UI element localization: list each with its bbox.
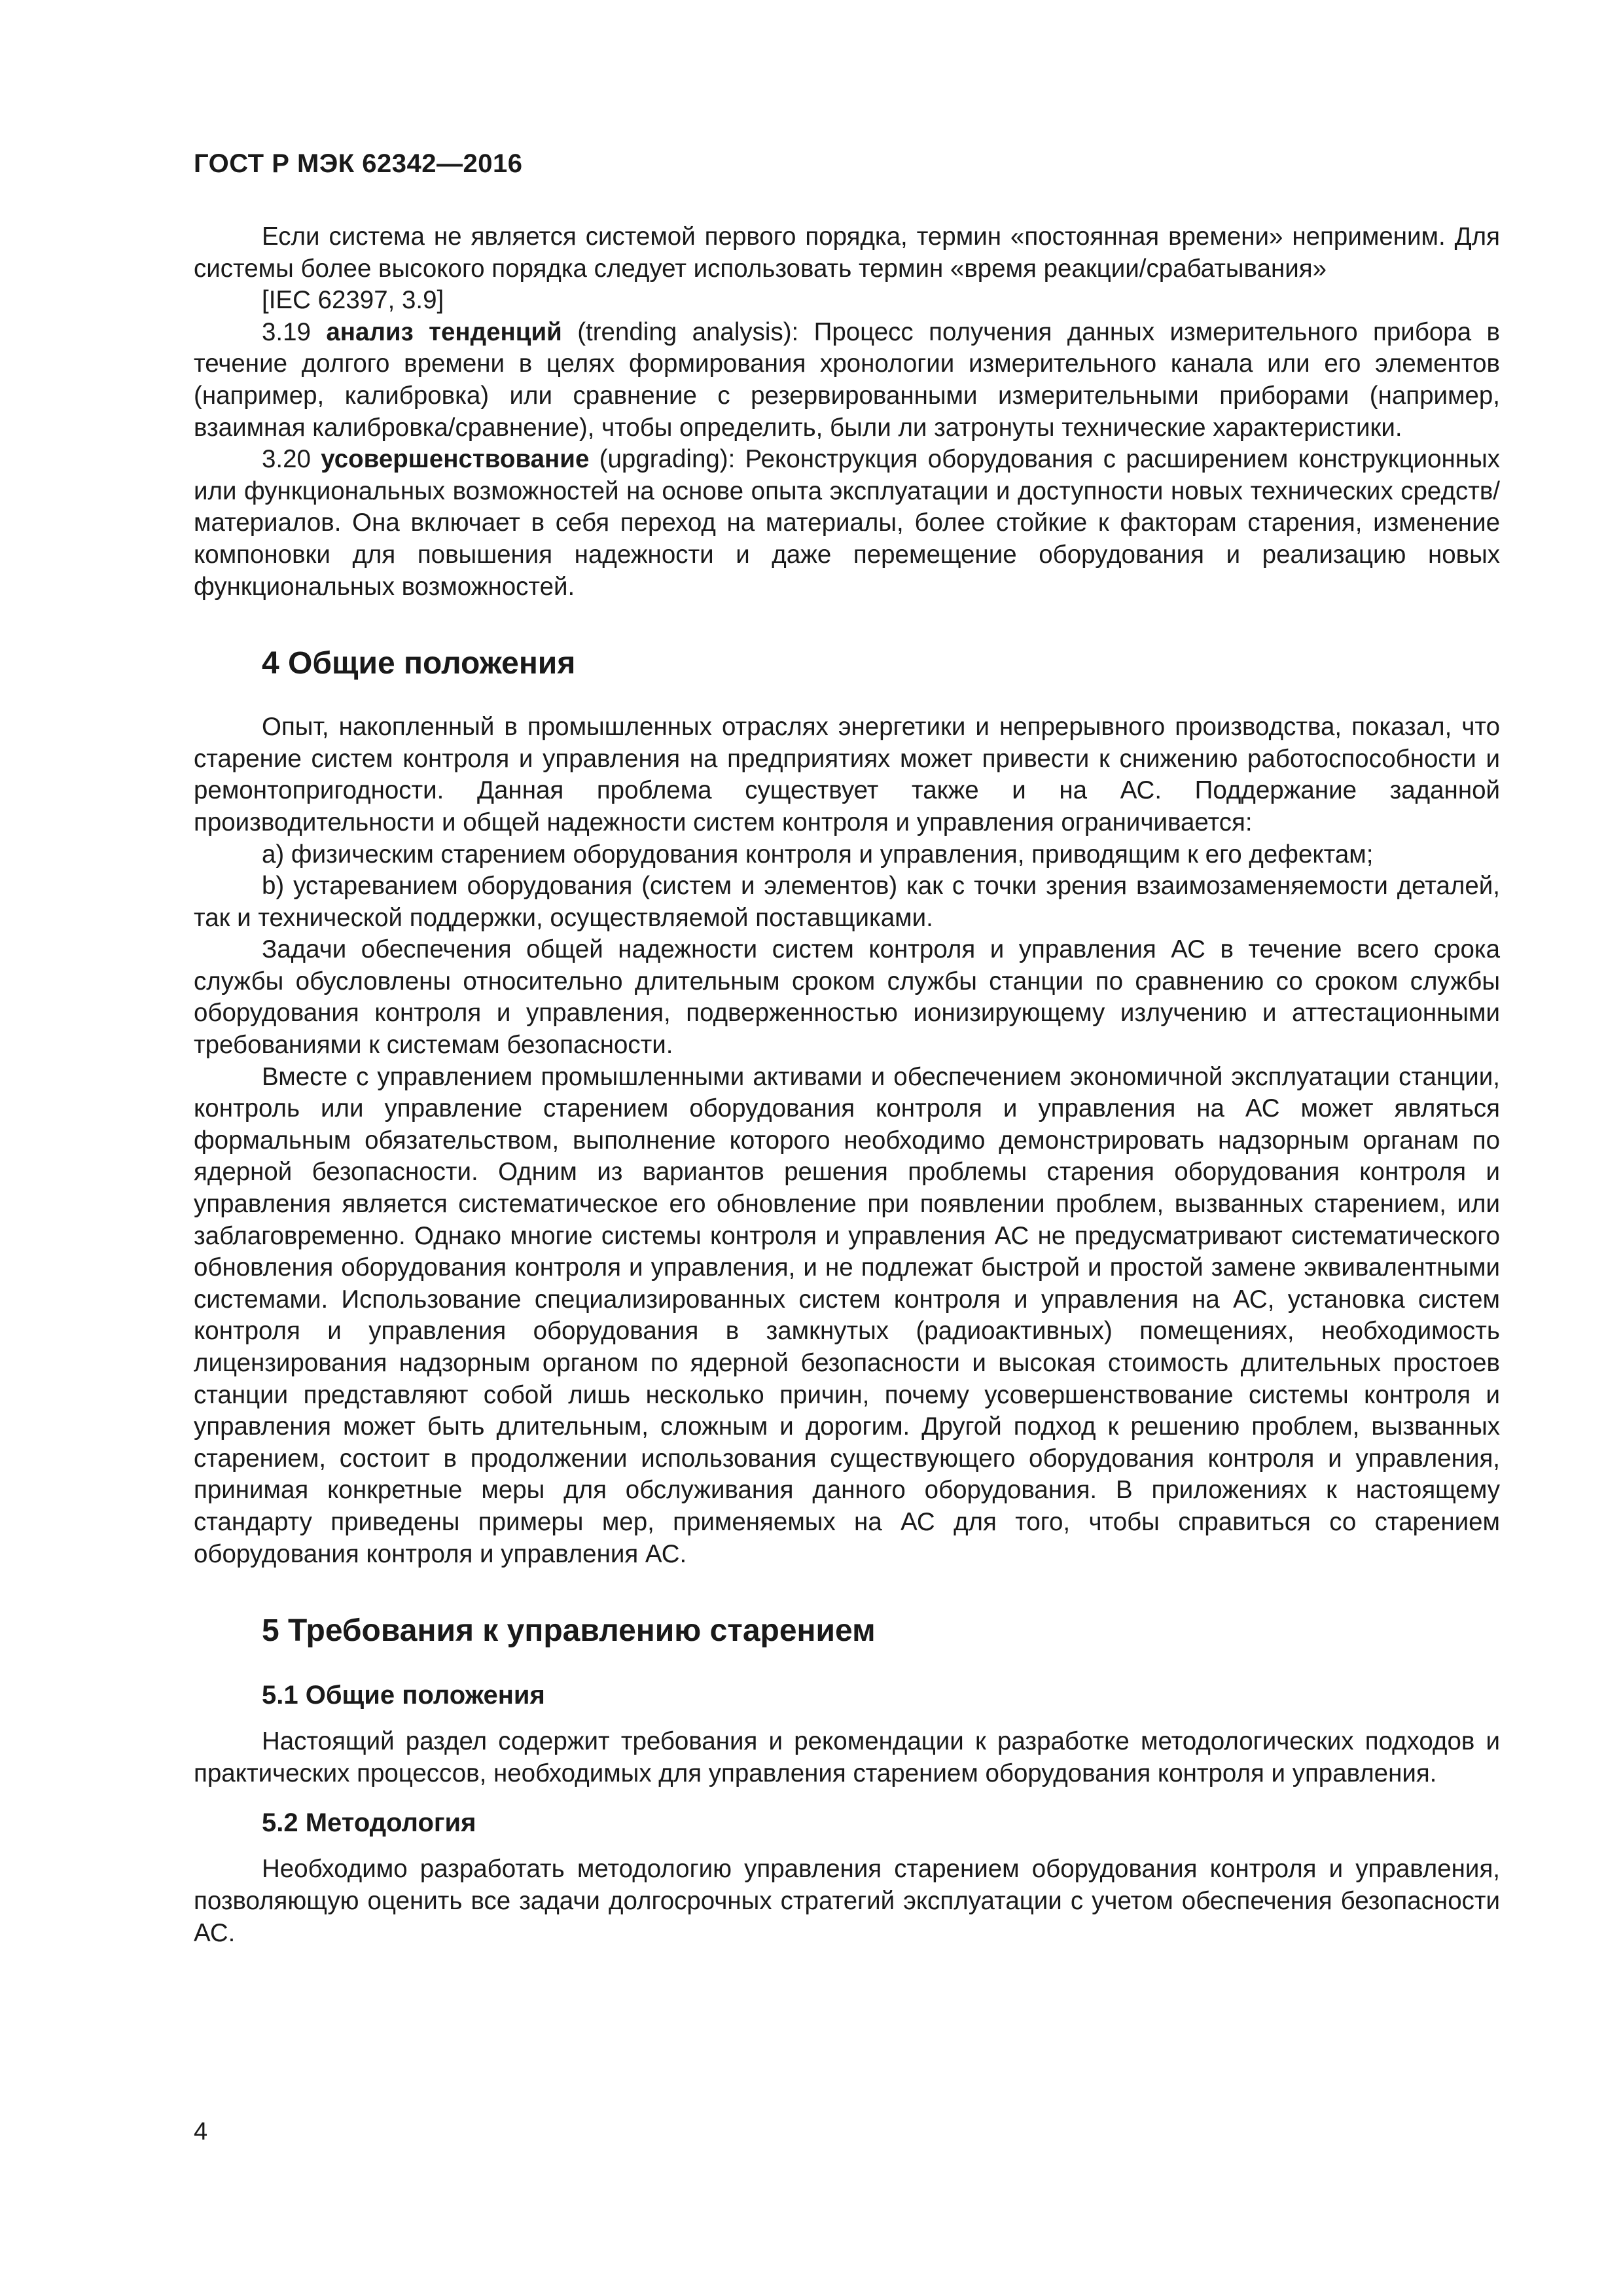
section-4-paragraph-1: Опыт, накопленный в промышленных отраслях энергетики и непрерывного производства, показал, что старение систем контроля и управления на предприятиях может привести к снижению работоспособности и ремонтопригодности. Данная проблема существует также и на АС. Поддержание заданной производительности и общей надежности систем контроля и управления ограничивается: — [194, 713, 1500, 836]
paragraph-note: Если система не является системой первого порядка, термин «постоянная времени» неприменим. Для системы более высокого порядка следует использовать термин «время реакции/срабатывания» — [194, 223, 1500, 283]
term-definition-3-20 — [194, 444, 1500, 603]
subsection-5-1-paragraph: Настоящий раздел содержит требования и рекомендации к разработке методологических подходов и практических процессов, необходимых для управления старением оборудования контроля и управления. — [194, 1727, 1500, 1787]
term-definition-3-19 — [194, 317, 1500, 444]
subsection-heading-5-2: 5.2 Методология — [262, 1808, 476, 1838]
document-body — [194, 221, 1500, 1949]
term-title: усовершенствование — [321, 445, 590, 474]
term-number: 3.19 — [262, 317, 327, 346]
term-text: (upgrading): Реконструкция оборудования с расширением конструкционных или функциональных возможностей на основе опыта эксплуатации и доступности новых технических средств/материалов. Она включает в себя переход на материалы, более стойкие к факторам старения, изменение компоновки для повышения надежности и даже перемещение оборудования и реализацию новых функциональных возможностей. — [194, 445, 1500, 601]
running-header: ГОСТ Р МЭК 62342—2016 — [194, 149, 523, 178]
section-heading-5: 5 Требования к управлению старением — [262, 1613, 876, 1649]
section-4-paragraph-2: Задачи обеспечения общей надежности систем контроля и управления АС в течение всего срока службы обусловлены относительно длительным сроком службы станции по сравнению со сроком службы оборудования контроля и управления, подверженностью ионизирующему излучению и аттестационными требованиями к системам безопасности. — [194, 935, 1500, 1060]
term-text: (trending analysis): Процесс получения данных измерительного прибора в течение долгого времени в целях формирования хронологии измерительного канала или его элементов (например, калибровка) или сравнение с резервированными измерительными приборами (например, взаимная калибровка/сравнение), чтобы определить, были ли затронуты технические характеристики. — [194, 317, 1500, 442]
term-number: 3.20 — [262, 445, 321, 474]
paragraph-reference: [IEC 62397, 3.9] — [262, 286, 444, 315]
page-number: 4 — [194, 2118, 208, 2145]
subsection-heading-5-1: 5.1 Общие положения — [262, 1681, 545, 1710]
list-item-b: b) устареванием оборудования (систем и элементов) как с точки зрения взаимозаменяемости деталей, так и технической поддержки, осуществляемой поставщиками. — [194, 872, 1500, 932]
section-heading-4: 4 Общие положения — [262, 646, 576, 681]
subsection-5-2-paragraph: Необходимо разработать методологию управления старением оборудования контроля и управления, позволяющую оценить все задачи долгосрочных стратегий эксплуатации с учетом обеспечения безопасности АС. — [194, 1855, 1500, 1947]
section-4-paragraph-3: Вместе с управлением промышленными активами и обеспечением экономичной эксплуатации станции, контроль или управление старением оборудования контроля и управления на АС может являться формальным обязательством, выполнение которого необходимо демонстрировать надзорным органам по ядерной безопасности. Одним из вариантов решения проблемы старения оборудования контроля и управления является систематическое его обновление при появлении проблем, вызванных старением, или заблаговременно. Однако многие системы контроля и управления АС не предусматривают систематического обновления оборудования контроля и управления, и не подлежат быстрой и простой замене эквивалентными системами. Использование специализированных систем контроля и управления на АС, установка систем контроля и управления оборудования в замкнутых (радиоактивных) помещениях, необходимость лицензирования надзорным органом по ядерной безопасности и высокая стоимость длительных простоев станции представляют собой лишь несколько причин, почему усовершенствование системы контроля и управления может быть длительным, сложным и дорогим. Другой подход к решению проблем, вызванных старением, состоит в продолжении использования существующего оборудования контроля и управления, принимая конкретные меры для обслуживания данного оборудования. В приложениях к настоящему стандарту приведены примеры мер, применяемых на АС для того, чтобы справиться со старением оборудования контроля и управления АС. — [194, 1062, 1500, 1568]
list-item-a: a) физическим старением оборудования контроля и управления, приводящим к его дефектам; — [262, 840, 1374, 869]
term-title: анализ тенденций — [326, 317, 562, 346]
